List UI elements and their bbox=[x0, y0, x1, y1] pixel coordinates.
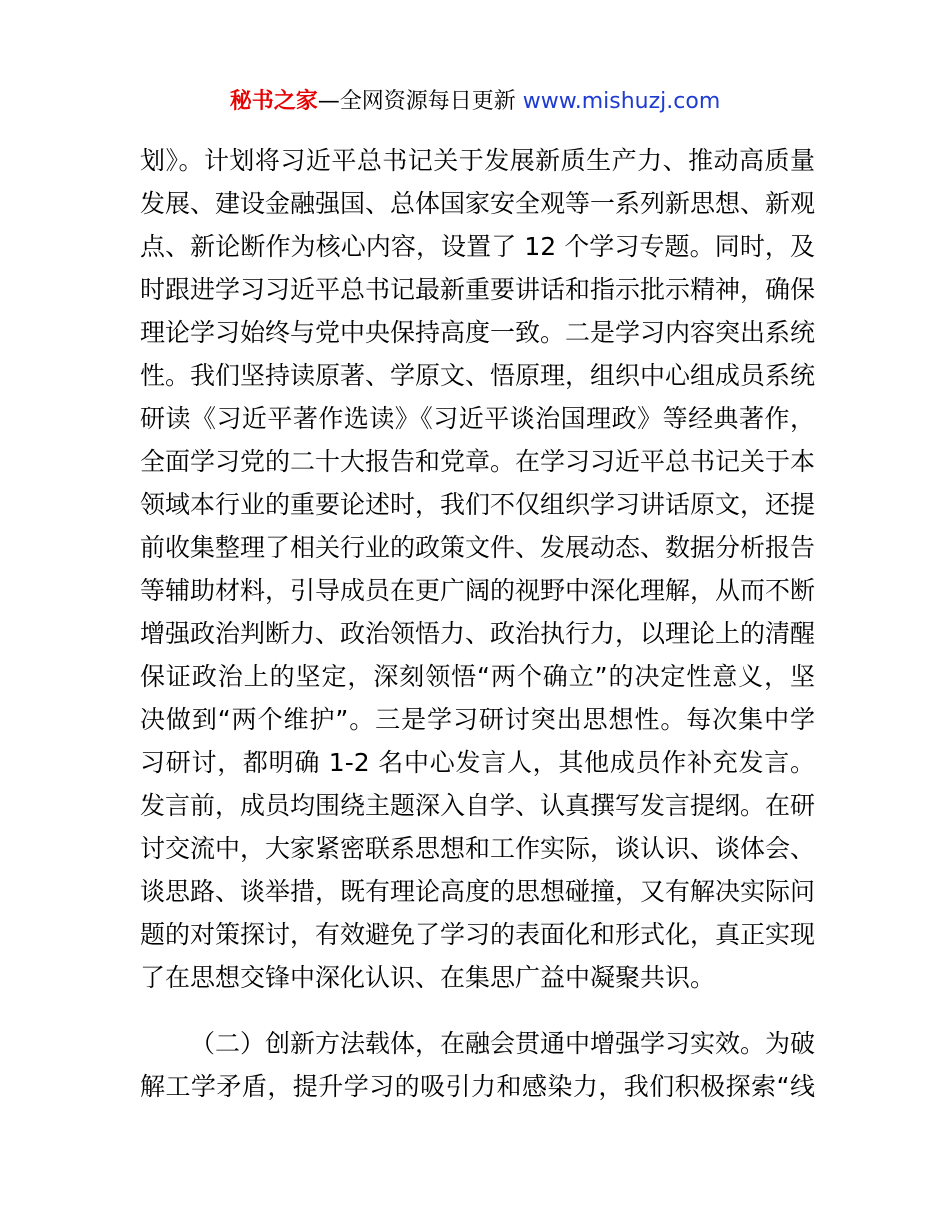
header-brand: 秘书之家 bbox=[229, 89, 318, 114]
text-line: 了在思想交锋中深化认识、在集思广益中凝聚共识。 bbox=[140, 963, 716, 992]
text-line: 研读《习近平著作选读》《习近平谈治国理政》等经典著作， bbox=[140, 404, 815, 433]
text-line: 讨交流中，大家紧密联系思想和工作实际，谈认识、谈体会、 bbox=[140, 834, 816, 863]
text-line: 发言前，成员均围绕主题深入自学、认真撰写发言提纲。在研 bbox=[140, 791, 816, 820]
text-line: 保证政治上的坚定，深刻领悟“两个确立”的决定性意义，坚 bbox=[140, 662, 815, 691]
text-line: 决做到“两个维护”。三是学习研讨突出思想性。每次集中学 bbox=[140, 705, 815, 734]
text-line: 点、新论断作为核心内容，设置了 12 个学习专题。同时，及 bbox=[140, 232, 815, 261]
text-line: 解工学矛盾，提升学习的吸引力和感染力，我们积极探索“线 bbox=[140, 1072, 815, 1101]
text-line: 习研讨，都明确 1-2 名中心发言人，其他成员作补充发言。 bbox=[140, 748, 815, 777]
text-line: 题的对策探讨，有效避免了学习的表面化和形式化，真正实现 bbox=[140, 920, 816, 949]
text-line: 全面学习党的二十大报告和党章。在学习习近平总书记关于本 bbox=[140, 447, 816, 476]
paragraph-gap bbox=[140, 999, 815, 1022]
body-text bbox=[140, 139, 815, 1108]
text-line: 增强政治判断力、政治领悟力、政治执行力，以理论上的清醒 bbox=[140, 619, 816, 648]
text-line: 划》。计划将习近平总书记关于发展新质生产力、推动高质量 bbox=[140, 146, 815, 175]
text-line: 谈思路、谈举措，既有理论高度的思想碰撞，又有解决实际问 bbox=[140, 877, 816, 906]
text-line: 性。我们坚持读原著、学原文、悟原理，组织中心组成员系统 bbox=[140, 361, 816, 390]
header-url[interactable]: www.mishuzj.com bbox=[522, 89, 721, 114]
header-tagline: —全网资源每日更新 bbox=[317, 89, 523, 114]
text-line: 等辅助材料，引导成员在更广阔的视野中深化理解，从而不断 bbox=[140, 576, 816, 605]
page-header bbox=[0, 86, 950, 118]
text-line: 领域本行业的重要论述时，我们不仅组织学习讲话原文，还提 bbox=[140, 490, 816, 519]
text-line: （二）创新方法载体，在融会贯通中增强学习实效。为破 bbox=[190, 1029, 816, 1058]
text-line: 发展、建设金融强国、总体国家安全观等一系列新思想、新观 bbox=[140, 189, 816, 218]
paragraph-2 bbox=[140, 1022, 815, 1108]
text-line: 时跟进学习习近平总书记最新重要讲话和指示批示精神，确保 bbox=[140, 275, 816, 304]
paragraph-1 bbox=[140, 139, 815, 999]
text-line: 理论学习始终与党中央保持高度一致。二是学习内容突出系统 bbox=[140, 318, 816, 347]
text-line: 前收集整理了相关行业的政策文件、发展动态、数据分析报告 bbox=[140, 533, 816, 562]
